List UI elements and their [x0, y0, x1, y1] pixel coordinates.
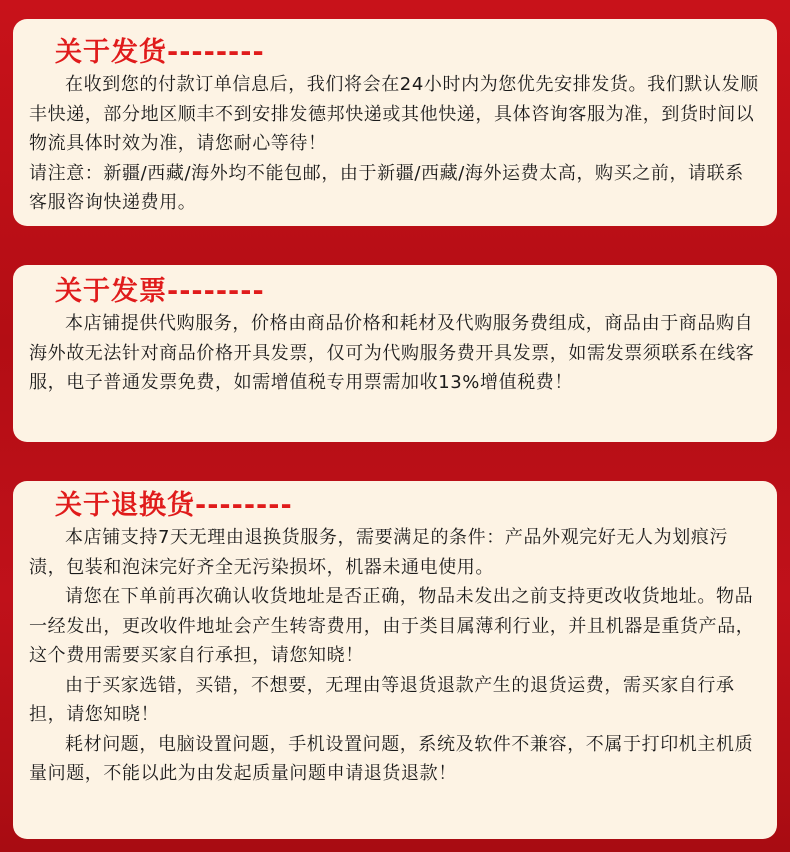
returns-paragraph-4: 耗材问题，电脑设置问题，手机设置问题，系统及软件不兼容，不属于打印机主机质量问题，不能以此为由发起质量问题申请退货退款！	[29, 733, 754, 784]
shipping-paragraph-1: 在收到您的付款订单信息后，我们将会在24小时内为您优先安排发货。我们默认发顺丰快递，部分地区顺丰不到安排发德邦快递或其他快递，具体咨询客服为准，到货时间以物流具体时效为准，请您耐心等待！	[29, 74, 759, 154]
invoice-paragraph-1: 本店铺提供代购服务，价格由商品价格和耗材及代购服务费组成，商品由于商品购自海外故无法针对商品价格开具发票，仅可为代购服务费开具发票，如需发票须联系在线客服，电子普通发票免费，如需增值税专用票需加收13%增值税费！	[29, 313, 755, 393]
returns-paragraph-1: 本店铺支持7天无理由退换货服务，需要满足的条件：产品外观完好无人为划痕污渍，包装和泡沫完好齐全无污染损坏，机器未通电使用。	[29, 527, 729, 578]
shipping-card	[13, 19, 777, 226]
returns-paragraph-2: 请您在下单前再次确认收货地址是否正确，物品未发出之前支持更改收货地址。物品一经发出，更改收件地址会产生转寄费用，由于类目属薄利行业，并且机器是重货产品，这个费用需要买家自行承担，请您知晓！	[29, 586, 755, 666]
returns-card	[13, 481, 777, 839]
invoice-title: 关于发票--------	[55, 276, 265, 307]
shipping-paragraph-2: 请注意：新疆/西藏/海外均不能包邮，由于新疆/西藏/海外运费太高，购买之前，请联系客服咨询快递费用。	[29, 162, 744, 213]
shipping-title: 关于发货--------	[55, 37, 265, 68]
invoice-card	[13, 265, 777, 442]
returns-title: 关于退换货--------	[55, 490, 293, 521]
returns-paragraph-3: 由于买家选错，买错，不想要，无理由等退货退款产生的退货运费，需买家自行承担，请您知晓！	[29, 674, 735, 725]
